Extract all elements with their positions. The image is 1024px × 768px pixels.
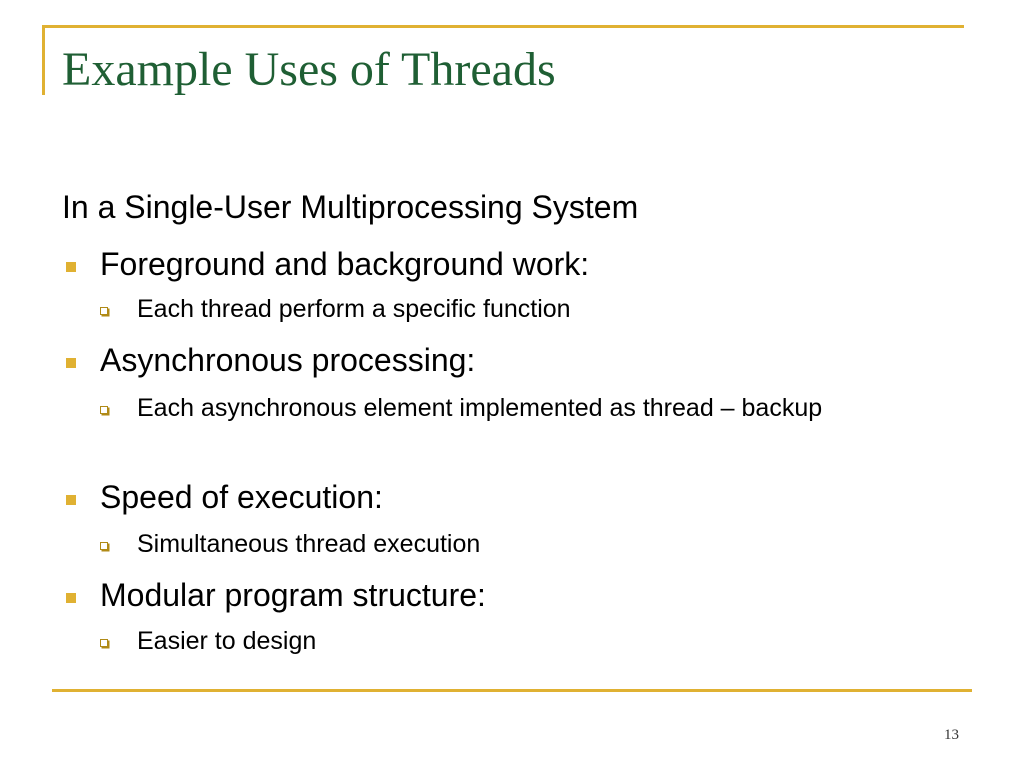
square-bullet-icon xyxy=(66,262,76,272)
bullet-text: Asynchronous processing: xyxy=(100,342,476,378)
bullet-text: Speed of execution: xyxy=(100,479,383,515)
footer-rule xyxy=(52,689,972,692)
frame-left-rule xyxy=(42,25,45,95)
square-bullet-icon xyxy=(66,358,76,368)
hollow-square-bullet-icon xyxy=(100,542,108,550)
sub-bullet-text: Each asynchronous element implemented as thread – backup xyxy=(137,394,823,422)
bullet-text: Modular program structure: xyxy=(100,577,486,613)
sub-bullet-text: Easier to design xyxy=(137,627,317,655)
slide-title: Example Uses of Threads xyxy=(62,43,556,96)
sub-bullet-text: Each thread perform a specific function xyxy=(137,295,571,323)
sub-bullet-text: Simultaneous thread execution xyxy=(137,530,481,558)
hollow-square-bullet-icon xyxy=(100,406,108,414)
intro-line: In a Single-User Multiprocessing System xyxy=(62,189,639,225)
frame-top-rule xyxy=(42,25,964,28)
square-bullet-icon xyxy=(66,593,76,603)
bullet-text: Foreground and background work: xyxy=(100,246,590,282)
hollow-square-bullet-icon xyxy=(100,307,108,315)
hollow-square-bullet-icon xyxy=(100,639,108,647)
page-number: 13 xyxy=(944,727,959,743)
square-bullet-icon xyxy=(66,495,76,505)
